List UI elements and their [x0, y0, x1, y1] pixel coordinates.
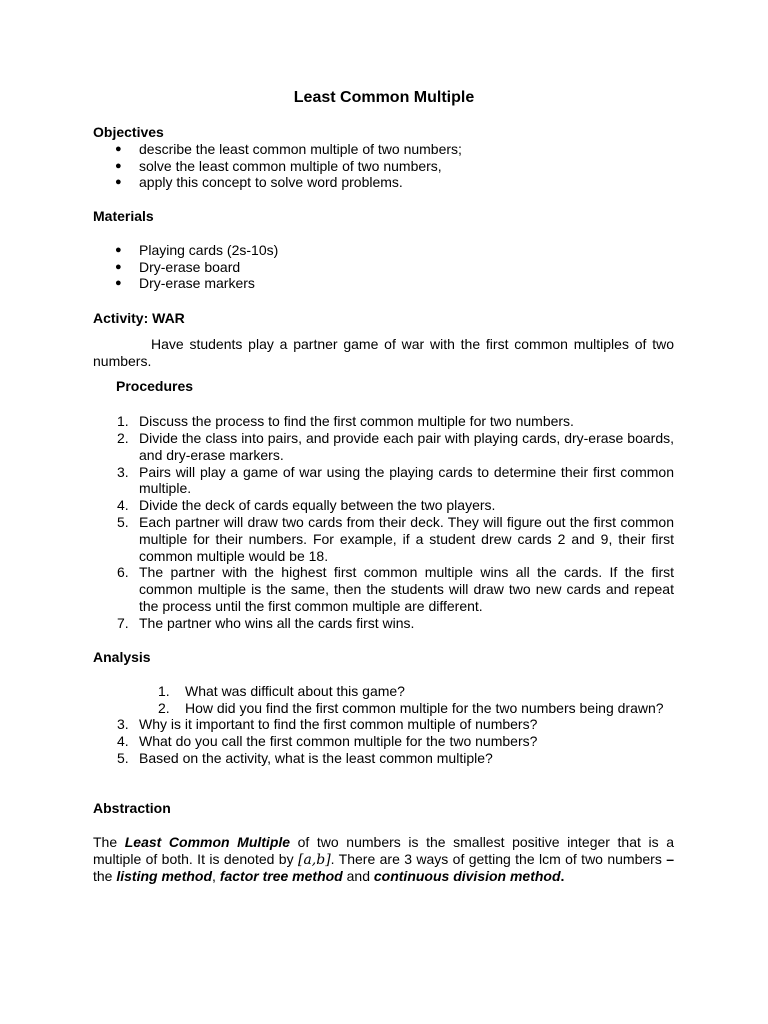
list-item: 3. Pairs will play a game of war using the playing cards to determine their first common multiple.: [117, 463, 674, 497]
bullet-icon: ●: [115, 176, 122, 189]
objectives-section: [93, 124, 674, 191]
list-item: ● Playing cards (2s-10s): [115, 241, 279, 258]
analysis-list: [93, 683, 674, 767]
analysis-section: [93, 649, 674, 767]
materials-heading: Materials: [93, 208, 154, 224]
list-item: ● Dry-erase markers: [115, 275, 255, 292]
materials-list: [93, 242, 674, 292]
abstraction-heading: Abstraction: [93, 800, 171, 816]
list-item: 1. What was difficult about this game?: [158, 682, 405, 699]
bullet-icon: ●: [115, 260, 122, 273]
materials-section: [93, 208, 674, 292]
list-item: ● describe the least common multiple of two numbers;: [115, 140, 462, 157]
abstraction-paragraph: The Least Common Multiple of two numbers is the smallest positive integer that is a multiple of both. It is denoted by [a,b]. There are 3 ways of getting the lcm of two numbers – the listing method, factor tree method and continuous division method.: [93, 833, 674, 885]
abstraction-section: [93, 800, 674, 885]
objectives-heading: Objectives: [93, 124, 164, 140]
bullet-icon: ●: [115, 243, 122, 256]
list-item: 5. Based on the activity, what is the least common multiple?: [117, 749, 493, 766]
list-item: 2. Divide the class into pairs, and provide each pair with playing cards, dry-erase boards, and dry-erase markers.: [117, 429, 674, 463]
list-item: 4. What do you call the first common multiple for the two numbers?: [117, 733, 538, 750]
list-item: 2. How did you find the first common multiple for the two numbers being drawn?: [158, 699, 664, 716]
bullet-icon: ●: [115, 277, 122, 290]
page-title: Least Common Multiple: [293, 89, 475, 106]
objectives-list: [93, 141, 674, 191]
activity-heading: Activity: WAR: [93, 310, 185, 326]
list-item: ● Dry-erase board: [115, 258, 241, 275]
list-item: 4. Divide the deck of cards equally between the two players.: [117, 497, 496, 514]
factor-tree-method: factor tree method: [219, 868, 343, 885]
lcm-term: Least Common Multiple: [124, 833, 291, 850]
activity-section: [93, 310, 674, 632]
list-item: ● apply this concept to solve word problems.: [115, 174, 403, 191]
list-item: 5. Each partner will draw two cards from their deck. They will figure out the first common multiple for their numbers. For example, if a student drew cards 2 and 9, their first common multiple would be 18.: [117, 513, 674, 564]
list-item: ● solve the least common multiple of two numbers,: [115, 157, 442, 174]
continuous-division-method: continuous division method: [373, 868, 561, 885]
list-item: 7. The partner who wins all the cards first wins.: [117, 614, 415, 631]
analysis-heading: Analysis: [93, 649, 151, 665]
list-item: 6. The partner with the highest first common multiple wins all the cards. If the first common multiple is the same, then the students will draw two new cards and repeat the process until the first common multiple are different.: [117, 564, 674, 614]
lcm-notation: [a,b]: [297, 851, 331, 868]
bullet-icon: ●: [115, 142, 122, 155]
procedures-list: [93, 413, 674, 631]
activity-intro: Have students play a partner game of war with the first common multiples of two numbers.: [93, 335, 674, 369]
list-item: 1. Discuss the process to find the first common multiple for two numbers.: [117, 413, 574, 430]
procedures-heading: Procedures: [116, 378, 194, 395]
listing-method: listing method: [116, 868, 213, 885]
list-item: 3. Why is it important to find the first common multiple of numbers?: [117, 716, 538, 733]
bullet-icon: ●: [115, 159, 122, 172]
